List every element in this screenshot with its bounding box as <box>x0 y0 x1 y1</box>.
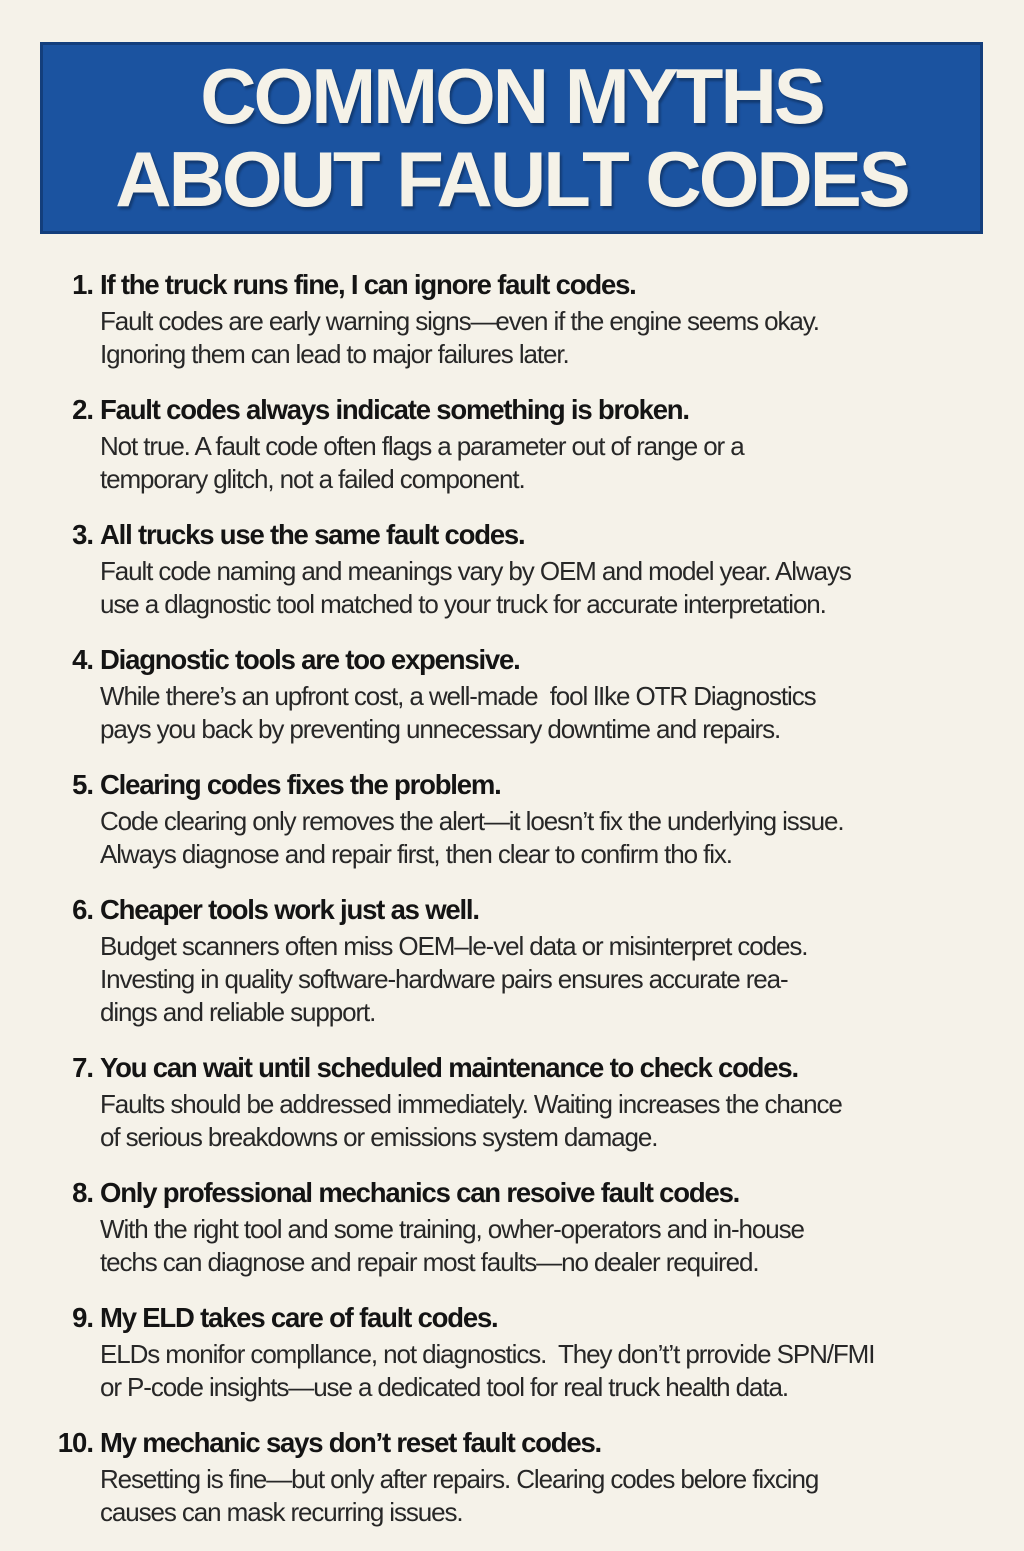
myth-number: 1. <box>72 269 93 300</box>
myth-item-3 <box>0 518 1024 621</box>
myth-heading: Only professional mechanics can resoive fault codes. <box>100 1177 740 1208</box>
myth-item-2 <box>0 393 1024 496</box>
myth-body-line: use a dlagnostic tool matched to your truck for accurate interpretation. <box>100 589 826 619</box>
myth-heading: Fault codes always indicate something is broken. <box>100 394 689 425</box>
myth-body-line: of serious breakdowns or emissions system damage. <box>100 1122 658 1152</box>
myth-heading: Clearing codes fixes the problem. <box>100 769 501 800</box>
myth-number: 5. <box>72 769 93 800</box>
myths-list <box>0 268 1024 1551</box>
myth-heading: You can wait until scheduled maintenance to check codes. <box>100 1052 798 1083</box>
myth-number: 6. <box>72 894 93 925</box>
myth-body-line: Ignoring them can lead to major failures later. <box>100 339 569 369</box>
myth-item-1 <box>0 268 1024 371</box>
myth-number: 10. <box>57 1427 93 1458</box>
page-title-line-2: ABOUT FAULT CODES <box>115 135 908 223</box>
myth-body-line: ELDs monifor compllance, not diagnostics. They don’t’t prrovide SPN/FMI <box>100 1339 875 1369</box>
myth-item-9 <box>0 1301 1024 1404</box>
myth-body-line: While there’s an upfront cost, a well-made fool lIke OTR Diagnostics <box>100 681 816 711</box>
myth-item-4 <box>0 643 1024 746</box>
myth-body-line: pays you back by preventing unnecessary downtime and repairs. <box>100 714 781 744</box>
myth-item-5 <box>0 768 1024 871</box>
myth-item-7 <box>0 1051 1024 1154</box>
myth-body-line: Budget scanners often miss OEM–le-vel data or misinterpret codes. <box>100 931 808 961</box>
myth-item-8 <box>0 1176 1024 1279</box>
myth-body-line: Faults should be addressed immediately. Waiting increases the chance <box>100 1089 842 1119</box>
myth-body-line: techs can diagnose and repair most faults—no dealer required. <box>100 1247 759 1277</box>
myth-body-line: With the right tool and some training, owher-operators and in-house <box>100 1214 804 1244</box>
myth-body-line: causes can mask recurring issues. <box>100 1497 463 1527</box>
myth-body-line: Fault codes are early warning signs—even if the engine seems okay. <box>100 306 819 336</box>
page-title-line-1: COMMON MYTHS <box>200 52 823 140</box>
myth-number: 8. <box>72 1177 93 1208</box>
myth-body-line: Always diagnose and repair first, then clear to confirm tho fix. <box>100 839 732 869</box>
myth-number: 2. <box>72 394 93 425</box>
myth-heading: If the truck runs fine, I can ignore fault codes. <box>100 269 636 300</box>
myth-heading: Cheaper tools work just as well. <box>100 894 479 925</box>
myth-number: 9. <box>72 1302 93 1333</box>
myth-item-6 <box>0 893 1024 1029</box>
myth-heading: My mechanic says don’t reset fault codes. <box>100 1427 601 1458</box>
myth-body-line: Fault code naming and meanings vary by OEM and model year. Always <box>100 556 851 586</box>
myth-item-10 <box>0 1426 1024 1529</box>
myth-body-line: temporary glitch, not a failed component. <box>100 464 525 494</box>
myth-number: 3. <box>72 519 93 550</box>
myth-heading: Diagnostic tools are too expensive. <box>100 644 520 675</box>
infographic-header <box>40 42 983 234</box>
myth-number: 7. <box>72 1052 93 1083</box>
myth-body-line: dings and reliable support. <box>100 997 376 1027</box>
myth-body-line: or P-code insights—use a dedicated tool for real truck health data. <box>100 1372 788 1402</box>
myth-body-line: Code clearing only removes the alert—it loesn’t fix the underlying issue. <box>100 806 844 836</box>
myth-body-line: Not true. A fault code often flags a parameter out of range or a <box>100 431 744 461</box>
myth-body-line: Resetting is fine—but only after repairs. Clearing codes belore fixcing <box>100 1464 819 1494</box>
myth-heading: My ELD takes care of fault codes. <box>100 1302 498 1333</box>
myth-body-line: Investing in quality software-hardware pairs ensures accurate rea- <box>100 964 788 994</box>
myth-number: 4. <box>72 644 93 675</box>
myth-heading: All trucks use the same fault codes. <box>100 519 525 550</box>
